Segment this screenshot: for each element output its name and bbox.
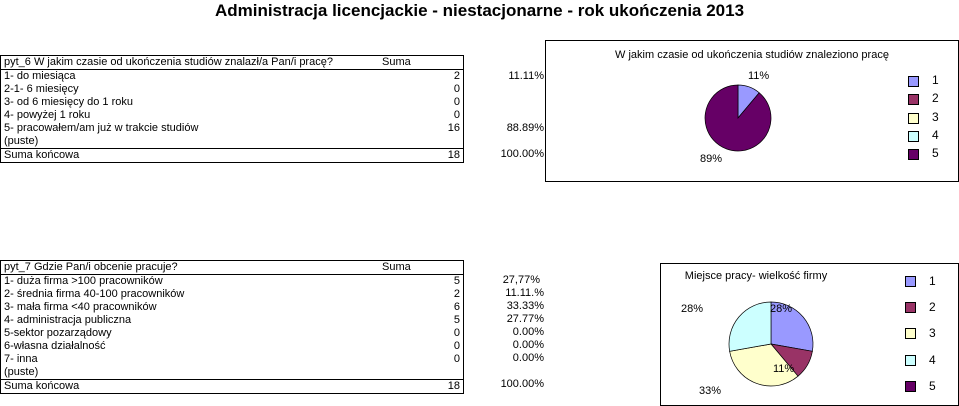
data-label: 89% (700, 153, 723, 165)
row-label: 5-sektor pozarządowy (1, 327, 380, 340)
chart-box-2 (660, 263, 959, 406)
row-value: 18 (379, 149, 464, 163)
row-value: 6 (379, 301, 464, 314)
table-row (1, 122, 464, 135)
pct-value: 27,77% (502, 274, 540, 286)
data-label: 11% (748, 70, 770, 82)
row-value (379, 135, 464, 149)
table-row (1, 70, 464, 84)
data-label: 28% (770, 303, 793, 315)
sum-header-cell: Suma (379, 261, 464, 275)
table-row (1, 353, 464, 366)
pct-value: 0.00% (512, 339, 544, 351)
row-value: 16 (379, 122, 464, 135)
legend-label: 2 (932, 91, 939, 105)
table-row (1, 275, 464, 289)
row-value: 0 (379, 340, 464, 353)
pct-value: 100.00% (500, 378, 544, 390)
pct-value: 11.11% (508, 70, 544, 82)
pct-value: 0.00% (512, 352, 544, 364)
row-label: 7- inna (1, 353, 380, 366)
table-pyt7 (0, 260, 464, 394)
legend-label: 3 (932, 110, 939, 124)
row-value: 0 (379, 353, 464, 366)
legend-swatch (908, 76, 919, 87)
pct-value: 11.11.% (505, 287, 544, 299)
pct-value: 88.89% (506, 122, 544, 134)
legend-swatch (905, 302, 916, 313)
row-label: 6-własna działalność (1, 340, 380, 353)
pct-value: 100.00% (500, 148, 544, 160)
row-value (379, 366, 464, 380)
table-header-row (1, 56, 464, 70)
row-value: 0 (379, 327, 464, 340)
table-row (1, 314, 464, 327)
chart-box-1 (545, 40, 959, 182)
pie-slice-4 (729, 302, 771, 351)
table-row (1, 327, 464, 340)
table-row (1, 366, 464, 380)
row-value: 2 (379, 70, 464, 84)
legend-label: 4 (932, 128, 939, 142)
legend-label: 4 (929, 353, 936, 367)
row-value: 0 (379, 96, 464, 109)
row-label: 2- średnia firma 40-100 pracowników (1, 288, 380, 301)
table-header-row (1, 261, 464, 275)
data-label: 33% (699, 385, 722, 397)
legend-swatch (908, 113, 919, 124)
row-label: 1- duża firma >100 pracowników (1, 275, 380, 289)
table-row (1, 83, 464, 96)
legend-label: 1 (929, 274, 936, 288)
pct-value: 27.77% (506, 313, 544, 325)
table-row (1, 96, 464, 109)
row-label: 3- mała firma <40 pracowników (1, 301, 380, 314)
legend-swatch (908, 94, 919, 105)
row-value: 5 (379, 314, 464, 327)
pie-chart-1 (546, 41, 958, 181)
legend-label: 2 (929, 300, 936, 314)
legend-swatch (908, 131, 919, 142)
row-label: (puste) (1, 366, 380, 380)
row-value: 5 (379, 275, 464, 289)
row-value: 2 (379, 288, 464, 301)
table-row (1, 288, 464, 301)
pct-value: 33.33% (506, 300, 544, 312)
table-row (1, 135, 464, 149)
sum-header-cell: Suma (379, 56, 464, 70)
legend-swatch (905, 381, 916, 392)
row-label: 3- od 6 miesięcy do 1 roku (1, 96, 380, 109)
table-total-row (1, 380, 464, 394)
row-label: 4- administracja publiczna (1, 314, 380, 327)
legend-label: 3 (929, 326, 936, 340)
legend-label: 1 (932, 73, 939, 87)
table-pyt6 (0, 55, 464, 163)
row-label: 1- do miesiąca (1, 70, 380, 84)
question-cell: pyt_7 Gdzie Pan/i obcenie pracuje? (1, 261, 380, 275)
row-label: 4- powyżej 1 roku (1, 109, 380, 122)
legend-swatch (905, 328, 916, 339)
table-row (1, 301, 464, 314)
pie-slice-5 (705, 85, 771, 151)
pie-1-slices (705, 85, 771, 151)
legend-label: 5 (932, 146, 939, 160)
row-label: Suma końcowa (1, 380, 380, 394)
legend-label: 5 (929, 379, 936, 393)
question-cell: pyt_6 W jakim czasie od ukończenia studiów znalazł/a Pan/i pracę? (1, 56, 380, 70)
data-label: 11% (773, 363, 795, 375)
legend-swatch (905, 276, 916, 287)
row-label: (puste) (1, 135, 380, 149)
legend-swatch (905, 355, 916, 366)
data-label: 28% (681, 303, 704, 315)
legend-swatch (908, 149, 919, 160)
row-label: 5- pracowałem/am już w trakcie studiów (1, 122, 380, 135)
row-label: Suma końcowa (1, 149, 380, 163)
pct-value: 0.00% (512, 326, 544, 338)
chart-title: Miejsce pracy- wielkość firmy (684, 270, 828, 282)
row-value: 0 (379, 83, 464, 96)
table-row (1, 340, 464, 353)
row-value: 18 (379, 380, 464, 394)
chart-title: W jakim czasie od ukończenia studiów znaleziono pracę (615, 49, 889, 61)
row-value: 0 (379, 109, 464, 122)
page-title: Administracja licencjackie - niestacjonarne - rok ukończenia 2013 (214, 1, 745, 20)
table-total-row (1, 149, 464, 163)
row-label: 2-1- 6 miesięcy (1, 83, 380, 96)
table-row (1, 109, 464, 122)
